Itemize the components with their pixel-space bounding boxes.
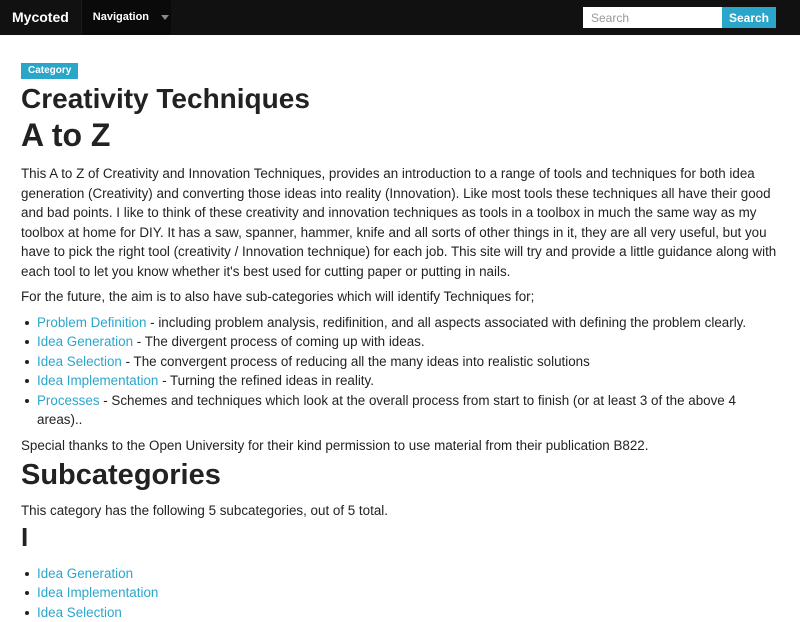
navigation-dropdown[interactable] <box>82 0 171 35</box>
link-idea-selection[interactable]: Idea Selection <box>37 354 122 369</box>
thanks-paragraph: Special thanks to the Open University for their kind permission to use material from their publication B822. <box>21 436 779 456</box>
list-item <box>21 332 779 352</box>
item-description: - Schemes and techniques which look at the overall process from start to finish (or at least 3 of the above 4 areas).. <box>37 393 736 428</box>
list-item <box>21 603 779 622</box>
link-idea-generation[interactable]: Idea Generation <box>37 334 133 349</box>
list-item <box>21 583 779 603</box>
subcategory-link-idea-implementation[interactable]: Idea Implementation <box>37 585 158 600</box>
top-navbar <box>0 0 800 35</box>
category-badge: Category <box>21 63 78 79</box>
technique-list <box>21 313 779 430</box>
subcategory-link-idea-selection[interactable]: Idea Selection <box>37 605 122 620</box>
link-idea-implementation[interactable]: Idea Implementation <box>37 373 158 388</box>
search-button[interactable]: Search <box>722 7 776 28</box>
list-item <box>21 352 779 372</box>
item-description: - The convergent process of reducing all the many ideas into realistic solutions <box>122 354 590 369</box>
list-item <box>21 564 779 584</box>
subcategories-count: This category has the following 5 subcategories, out of 5 total. <box>21 501 779 521</box>
item-description: - The divergent process of coming up with ideas. <box>133 334 425 349</box>
future-paragraph: For the future, the aim is to also have sub-categories which will identify Techniques for; <box>21 287 779 307</box>
list-item <box>21 371 779 391</box>
subcategory-list <box>21 564 779 622</box>
item-description: - including problem analysis, redifinition, and all aspects associated with defining the problem clearly. <box>146 315 746 330</box>
link-problem-definition[interactable]: Problem Definition <box>37 315 146 330</box>
brand-logo-link[interactable]: Mycoted <box>0 0 82 35</box>
link-processes[interactable]: Processes <box>37 393 100 408</box>
page-title: Creativity Techniques <box>21 83 779 115</box>
letter-heading: I <box>21 522 779 552</box>
intro-paragraph: This A to Z of Creativity and Innovation Techniques, provides an introduction to a range of tools and techniques for both idea generation (Creativity) and converting those ideas into reality (Innovation). Like most tools these techniques all have their good and bad points. I like to think of these creativity and innovation techniques as tools in a toolbox in much the same way as my toolbox at home for DIY. It has a saw, spanner, hammer, knife and all sorts of other things in it, they are all very useful, but you have to pick the right tool (creativity / Innovation technique) for each job. This site will try and provide a little guidance along with each tool to let you know whether it's best used for cutting paper or putting in nails. <box>21 164 779 281</box>
subcategories-heading: Subcategories <box>21 457 779 493</box>
search-input[interactable] <box>583 7 722 28</box>
item-description: - Turning the refined ideas in reality. <box>158 373 374 388</box>
page-subtitle: A to Z <box>21 115 779 155</box>
main-content <box>0 35 800 622</box>
chevron-down-icon <box>161 15 169 20</box>
list-item <box>21 313 779 333</box>
navigation-label: Navigation <box>93 0 149 35</box>
subcategory-link-idea-generation[interactable]: Idea Generation <box>37 566 133 581</box>
list-item <box>21 391 779 430</box>
search-form <box>583 7 776 28</box>
